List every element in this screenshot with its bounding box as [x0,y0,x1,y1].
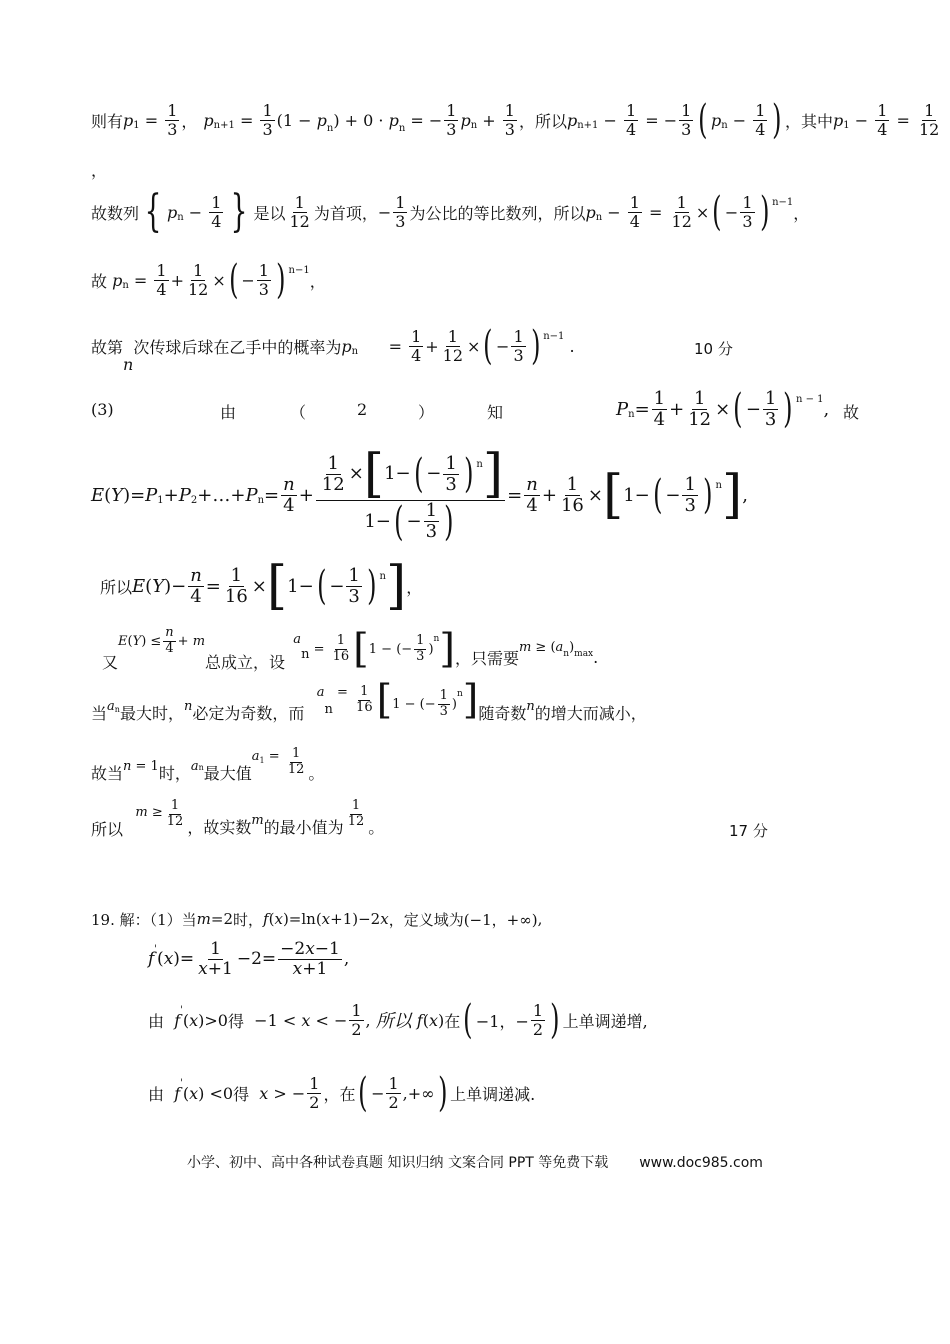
text: 为首项， [313,203,378,223]
text: 19. 解：（1）当 [91,910,197,929]
line-2: 故数列 { p n − $\frac{1}{4}$ } 是以 $\frac{1}{12}$ 为首项， − $\frac{1}{3}$ 为公比的等比数列，所以 p n − $\frac{1}{4}$ = $\frac{1}{12}$ × ( − $\frac{1}{3}$ ) n−1 ， [91,186,810,237]
text: ，其中 [785,111,834,131]
line-5-two [357,400,367,419]
text: ， [91,161,108,180]
footer-site-link[interactable]: www.doc985.com [639,1155,763,1171]
text: 故当 [91,763,124,783]
footer [0,1152,950,1172]
line-1-comma [91,158,107,181]
text: 的最小值为 [263,817,344,837]
text: 故第 [91,337,124,357]
var-n: n [123,354,134,374]
text: 2 [357,400,368,419]
text: 得 [233,1084,250,1104]
text: （ [290,403,307,422]
text: 故数列 [91,203,140,223]
text: ，只需要 [454,648,519,668]
text: ） [418,403,435,422]
text: ， [309,271,326,291]
text: 总成立，设 [205,652,286,672]
text: 。 [368,817,385,837]
text: 。 [308,763,325,783]
text: 则有 [91,111,124,131]
line-1: 则有 p 1 = $\frac{1}{3}$ ， p n+1 = $\frac{1}{3}$ $(1 - p_n) + 0 \cdot p_n$ = − $\frac{1}{3}$ p n + $\frac{1}{3}$ ，所以 p n+1 − $\frac{1}{4}$ = − $\frac{1}{3}$ ( p n − $\frac{1}{4}$ ) ，其中 p 1 − $\frac{1}{4}$ = $\frac{1}{12}$ [91,97,940,143]
line-6: E ( Y )= P 1 + P 2 +…+ P n = $\frac{n}{4}$ + $\frac{1}{12}$ × [ 1− ( − $\frac{1}{3}$ ) n ] 1− ( − $\frac{1}{3}$ ) = $\frac{n}{4}$ + $\frac{1}{16}$ × [ 1− ( − $\frac{1}{3}$ ) n ] , [91,444,749,545]
footer-text: 小学、初中、高中各种试卷真题 知识归纳 文案合同 PPT 等免费下载 [187,1155,609,1171]
text: 必定为奇数，而 [192,703,305,723]
text: 时， [158,763,191,783]
text: 是以 [253,203,286,223]
score-17: 17 分 [729,822,768,840]
text: 在 [444,1011,461,1031]
text: 由 [148,1084,165,1104]
text: . [593,647,599,667]
text: , [537,910,543,928]
line-10: 故当 n = 1 时， a n 最大值 a 1 = $\frac{1}{12}$ 。 [91,746,325,783]
line-5-formula: P n = $\frac{1}{4}$ + $\frac{1}{12}$ × ( − $\frac{1}{3}$ ) n − 1 , [616,386,830,432]
text: (3) [91,400,114,419]
text: 上单调递增, [562,1011,648,1031]
text: 得 [227,1011,244,1031]
text: 时， [233,910,264,929]
line-9: 当 a n 最大时， n 必定为奇数，而 a n = $\frac{1}{16}$ [ 1 − (− $\frac{1}{3}$ ) n ] 随奇数 n 的增大而减小， [91,677,647,723]
line-4: 故第 n 次传球后球在乙手中的概率为 p n = $\frac{1}{4}$ + $\frac{1}{12}$ × ( − $\frac{1}{3}$ ) n−1 . [91,323,575,374]
line-7: 所以 E ( Y )− $\frac{n}{4}$ = $\frac{1}{16}$ × [ 1− ( − $\frac{1}{3}$ ) n ] ， [100,556,423,616]
line-8: 又 E(Y) ≤ $\frac{n}{4}$ + m 总成立，设 a n = $\frac{1}{16}$ [ 1 − (− $\frac{1}{3}$ ) n ] ，只需要 $m \ge (a_n)_{max}$ . [102,625,599,672]
text: ，所以 [518,111,567,131]
line-12: 19. 解：（1）当 m =2 时， f ( x )=ln( x +1)−2 x ，定义域为 (−1，+∞) , [91,910,543,929]
text: . [569,336,575,356]
line-5-zhi [487,400,503,423]
text: ， [406,577,423,597]
score-10: 10 分 [694,340,733,358]
text: 所以 [375,1011,412,1032]
text: ，在 [323,1084,356,1104]
line-13: f ' ( x )= $\frac{1}{x+1}$ −2= $\frac{-2x-1}{x+1}$ , [148,938,350,979]
line-5-rp [418,400,434,423]
text: ，故实数 [187,817,252,837]
text: 当 [91,703,108,723]
text: ， [181,111,198,131]
text: ， [793,203,810,223]
text: 随奇数 [478,703,527,723]
text: 所以 [100,577,133,597]
text: 上单调递减. [450,1084,536,1104]
line-15: 由 f ' (x) <0 得 x > − $\frac{1}{2}$ ，在 ( − $\frac{1}{2}$ ,+∞ ) 上单调递减. [148,1070,536,1116]
text: 的增大而减小， [534,703,647,723]
text: 为公比的等比数列，所以 [409,203,586,223]
line-3: 故 p n = $\frac{1}{4}$ + $\frac{1}{12}$ × ( − $\frac{1}{3}$ ) n−1 ， [91,257,326,303]
text: 故 [843,403,860,422]
line-5-you [220,400,236,423]
text: 故 [91,271,108,291]
text: 由 [148,1011,165,1031]
text: 最大值 [203,763,252,783]
text: 最大时， [119,703,184,723]
text: 次传球后球在乙手中的概率为 [133,337,342,357]
text: , [742,484,749,506]
line-11: 所以 m ≥ $\frac{1}{12}$ ，故实数 m 的最小值为 $\frac{1}{12}$ 。 [91,798,385,839]
line-14: 由 f ' (x)>0 得 −1 < x < − $\frac{1}{2}$ , 所以 f(x) 在 ( −1，− $\frac{1}{2}$ ) 上单调递增, [148,997,648,1043]
text: 所以 [91,819,124,839]
text: 由 [220,403,237,422]
line-5-num [91,400,114,419]
text: 知 [487,403,504,422]
text: 又 [102,652,119,672]
line-5-gu [843,400,859,423]
text: ，定义域为 [388,910,464,929]
line-5-lp [290,400,306,423]
